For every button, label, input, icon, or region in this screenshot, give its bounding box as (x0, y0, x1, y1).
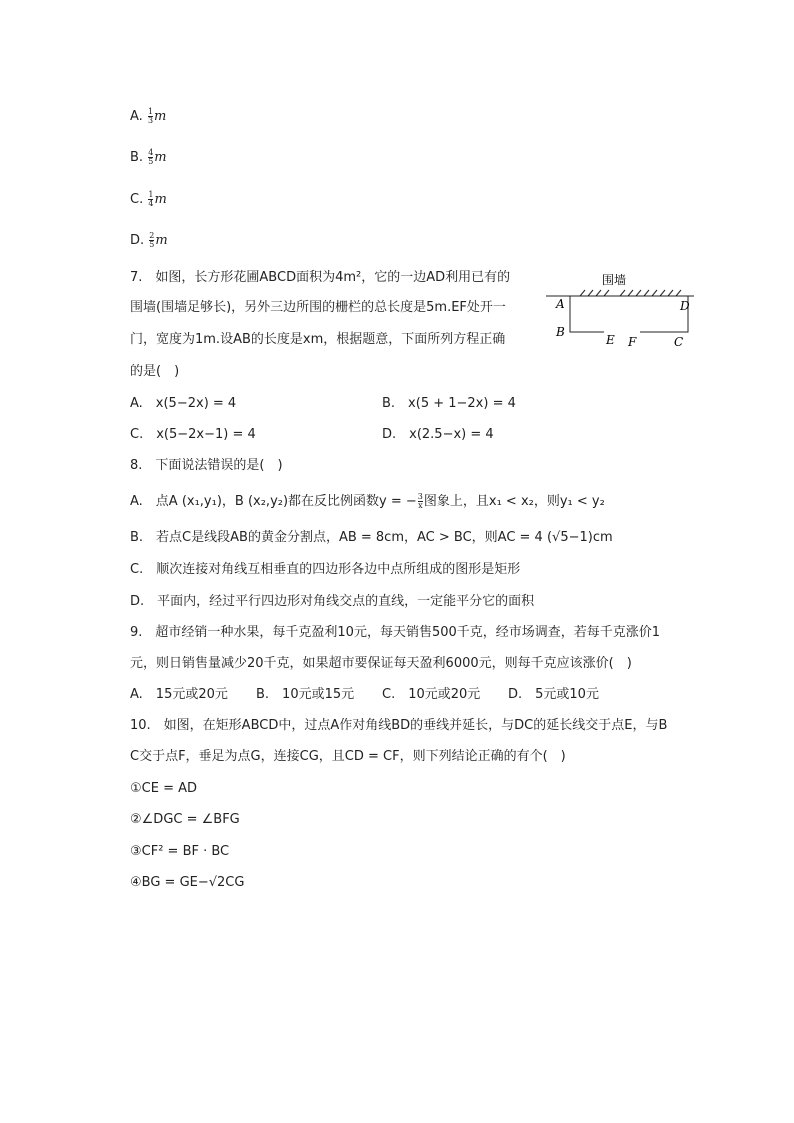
q10-statement-2: ②∠DGC = ∠BFG (130, 812, 240, 827)
q7-option-d: D. x(2.5−x) = 4 (382, 427, 494, 442)
label-d: D (680, 299, 690, 313)
q9-option-b: B. 10元或15元 (256, 687, 355, 702)
label-b: B (556, 325, 565, 339)
q7-line4: 的是( ) (130, 364, 180, 379)
q7-line3: 门，宽度为1m.设AB的长度是xm，根据题意，下面所列方程正确 (130, 332, 506, 347)
q10-statement-1: ①CE = AD (130, 781, 198, 796)
option-a: A. $\frac{1}{3}$ m (130, 107, 167, 125)
option-b: B. $\frac{4}{5}$ m (130, 148, 167, 166)
label-c: C (674, 335, 684, 349)
q7-option-c: C. x(5−2x−1) = 4 (130, 427, 256, 442)
q10-statement-4: ④BG = GE−√2CG (130, 875, 245, 890)
q7-figure (540, 268, 700, 352)
option-d: D. $\frac{2}{5}$ m (130, 231, 168, 249)
wall-hatch (580, 290, 681, 296)
q9-line1: 9. 超市经销一种水果，每千克盈利10元，每天销售500千克，经市场调查，若每千克涨价1 (130, 625, 661, 640)
q8-option-d: D. 平面内，经过平行四边形对角线交点的直线，一定能平分它的面积 (130, 594, 535, 609)
fraction: $\frac{1}{4}$ (148, 190, 154, 208)
fraction: $\frac{2}{5}$ (149, 231, 155, 249)
q8-option-b: B. 若点C是线段AB的黄金分割点，AB = 8cm，AC > BC，则AC = 4 (√5−1)cm (130, 530, 613, 545)
q10-line2: C交于点F，垂足为点G，连接CG，且CD = CF，则下列结论正确的有个( ) (130, 749, 566, 764)
q10-statement-3: ③CF² = BF · BC (130, 844, 230, 859)
label-a: A (556, 297, 565, 311)
q8-stem: 8. 下面说法错误的是( ) (130, 458, 283, 473)
q7-line1: 7. 如图，长方形花圃ABCD面积为4m²，它的一边AD利用已有的 (130, 270, 511, 285)
q8-option-a: A. 点A (x₁,y₁)，B (x₂,y₂)都在反比例函数y = − $\frac{3}{x}$ 图象上，且x₁ < x₂，则y₁ < y₂ (130, 492, 605, 510)
q8-option-c: C. 顺次连接对角线互相垂直的四边形各边中点所组成的图形是矩形 (130, 562, 521, 577)
q9-option-d: D. 5元或10元 (508, 687, 599, 702)
q7-option-a: A. x(5−2x) = 4 (130, 396, 237, 411)
option-c: C. $\frac{1}{4}$ m (130, 190, 167, 208)
fraction: $\frac{3}{x}$ (417, 492, 423, 510)
fraction: $\frac{1}{3}$ (147, 107, 154, 125)
label-f: F (628, 335, 637, 349)
wall-label: 围墙 (602, 273, 627, 287)
label-e: E (606, 333, 615, 347)
fence-left (570, 296, 604, 332)
q9-option-c: C. 10元或20元 (382, 687, 481, 702)
q7-line2: 围墙(围墙足够长)，另外三边所围的栅栏的总长度是5m.EF处开一 (130, 300, 506, 315)
q10-line1: 10. 如图，在矩形ABCD中，过点A作对角线BD的垂线并延长，与DC的延长线交于点E，与B (130, 718, 668, 733)
fraction: $\frac{4}{5}$ (148, 148, 154, 166)
q7-option-b: B. x(5 + 1−2x) = 4 (382, 396, 516, 411)
q9-line2: 元，则日销售量减少20千克，如果超市要保证每天盈利6000元，则每千克应该涨价( ) (130, 656, 632, 671)
q9-option-a: A. 15元或20元 (130, 687, 228, 702)
